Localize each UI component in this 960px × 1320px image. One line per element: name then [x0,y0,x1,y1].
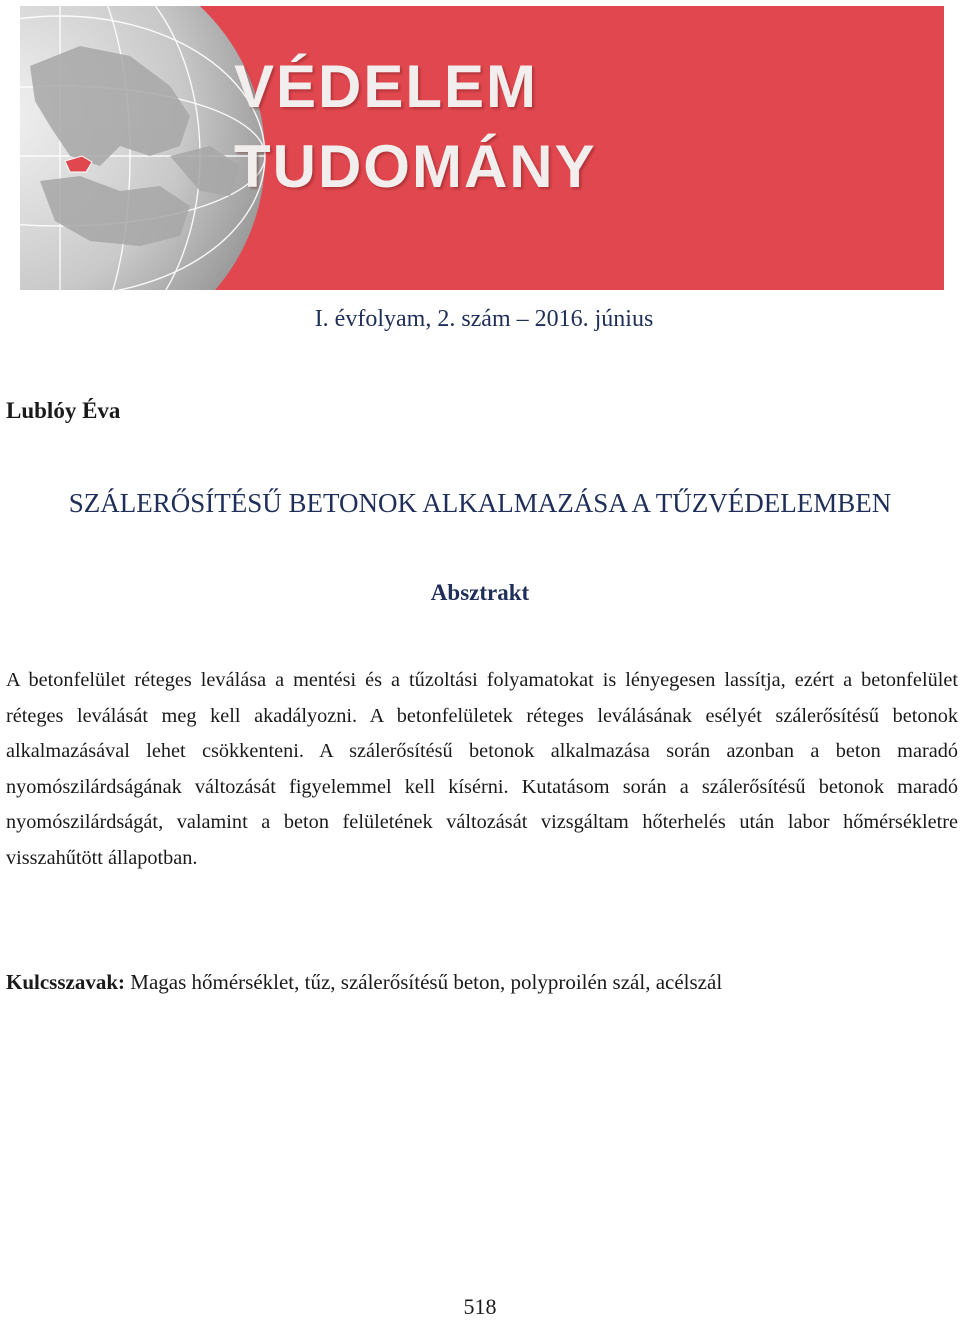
page-number: 518 [463,1294,497,1319]
abstract-heading: Absztrakt [430,580,530,605]
journal-banner [20,6,944,290]
banner-title-line1: VÉDELEM [234,53,539,120]
keywords-label: Kulcsszavak: [6,970,126,994]
banner-title-line2: TUDOMÁNY [234,133,597,200]
keywords-value: Magas hőmérséklet, tűz, szálerősítésű beton, polyproilén szál, acélszál [125,970,723,994]
issue-info: I. évfolyam, 2. szám – 2016. június [314,306,654,332]
article-title: SZÁLERŐSÍTÉSŰ BETONOK ALKALMAZÁSA A TŰZVÉDELEMBEN [68,488,892,518]
author-name: Lublóy Éva [6,398,121,423]
keywords [6,970,722,995]
abstract-text: A betonfelület réteges leválása a mentési és a tűzoltási folyamatokat is lényegesen lassítja, ezért a betonfelület réteges leválását meg kell akadályozni. A betonfelületek réteges leválásának esélyét szálerősítésű betonok alkalmazásával lehet csökkenteni. A szálerősítésű betonok alkalmazása során azonban a beton maradó nyomószilárdságának változását figyelemmel kell kísérni. Kutatásom során a szálerősítésű betonok maradó nyomószilárdságát, valamint a beton felületének változását vizsgáltam hőterhelés után labor hőmérsékletre visszahűtött állapotban. [6,669,958,869]
